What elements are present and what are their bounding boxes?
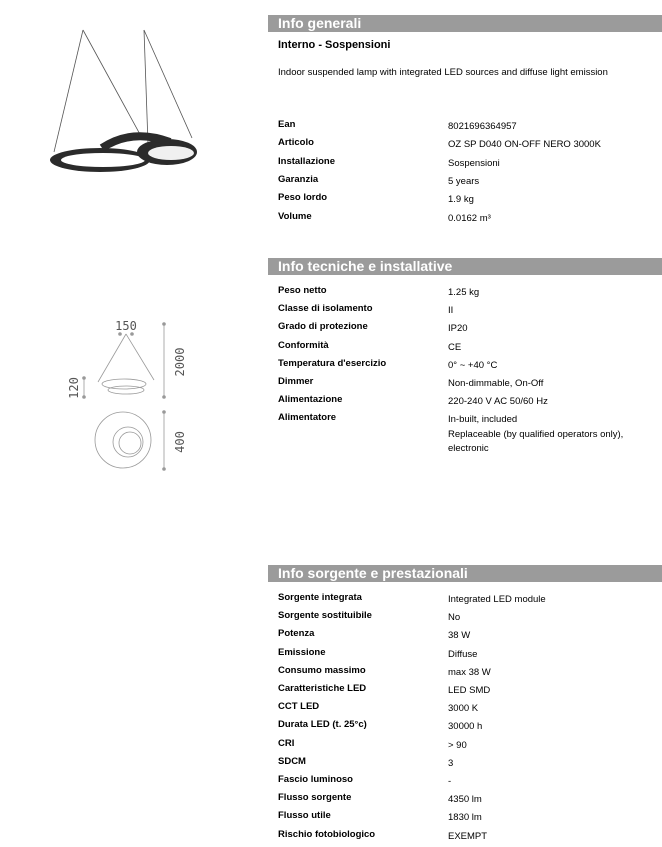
dim-width-label: 150 (115, 319, 137, 333)
spec-value (448, 395, 662, 410)
spec-value (448, 593, 662, 608)
spec-label: Peso netto (278, 285, 327, 296)
spec-label: SDCM (278, 755, 306, 767)
spec-label: CCT LED (278, 701, 320, 713)
spec-value-line: EXEMPT (448, 830, 488, 842)
spec-value (448, 775, 662, 790)
spec-label: Sorgente sostituibile (278, 610, 372, 622)
spec-row (278, 738, 662, 756)
spec-label: Alimentazione (278, 394, 343, 406)
spec-label: Potenza (278, 628, 315, 640)
spec-value (448, 757, 662, 772)
spec-value (448, 739, 662, 754)
section-header-source: Info sorgente e prestazionali (268, 565, 662, 582)
spec-row (278, 303, 662, 321)
spec-label: Durata LED (t. 25°c) (278, 719, 367, 731)
spec-value-line: 1.25 kg (448, 287, 480, 298)
spec-value (448, 341, 662, 356)
dim-height-label: 2000 (173, 347, 187, 377)
spec-label: Rischio fotobiologico (278, 828, 376, 840)
spec-label: Consumo massimo (278, 664, 366, 676)
spec-label: Emissione (278, 646, 326, 658)
spec-row (278, 683, 662, 701)
spec-value-line: 30000 h (448, 721, 483, 733)
spec-label: Ean (278, 119, 296, 130)
spec-value-line: In-built, included (448, 414, 518, 426)
spec-value (448, 811, 662, 826)
spec-value (448, 175, 662, 190)
spec-row (278, 719, 662, 737)
spec-value (448, 666, 662, 681)
spec-value-line: 4350 lm (448, 794, 482, 806)
spec-row (278, 665, 662, 683)
spec-value-line: Replaceable (by qualified operators only), (448, 428, 624, 440)
spec-value (448, 120, 662, 135)
spec-value-line: 3000 K (448, 703, 479, 715)
spec-label: Flusso sorgente (278, 792, 352, 804)
spec-row (278, 358, 662, 376)
spec-value (448, 359, 662, 374)
spec-value (448, 830, 662, 845)
spec-value-line: 3 (448, 757, 454, 769)
spec-value-line: OZ SP D040 ON-OFF NERO 3000K (448, 139, 601, 151)
spec-value (448, 611, 662, 626)
spec-row (278, 774, 662, 792)
technical-drawing (60, 312, 200, 482)
spec-label: Peso lordo (278, 192, 328, 204)
spec-row (278, 628, 662, 646)
spec-value (448, 720, 662, 735)
spec-label: Dimmer (278, 376, 314, 387)
spec-label: Alimentatore (278, 412, 337, 424)
spec-value (448, 212, 662, 227)
spec-value-line: 1830 lm (448, 812, 482, 824)
spec-label: Fascio luminoso (278, 774, 353, 785)
spec-value-line: 5 years (448, 175, 480, 187)
spec-value (448, 286, 662, 301)
spec-value (448, 648, 662, 663)
spec-label: Grado di protezione (278, 321, 368, 333)
product-description: Indoor suspended lamp with integrated LED sources and diffuse light emission (278, 67, 608, 78)
spec-row (278, 610, 662, 628)
spec-value-line: 220-240 V AC 50/60 Hz (448, 396, 548, 408)
section-header-technical: Info tecniche e installative (268, 258, 662, 275)
spec-row (278, 592, 662, 610)
spec-label: CRI (278, 737, 295, 749)
spec-label: Classe di isolamento (278, 303, 373, 315)
spec-value-line: 8021696364957 (448, 121, 517, 132)
spec-label: Articolo (278, 137, 314, 149)
spec-row (278, 701, 662, 719)
spec-value-line: IP20 (448, 323, 468, 335)
spec-row (278, 792, 662, 810)
spec-label: Conformità (278, 339, 329, 351)
spec-row (278, 829, 662, 847)
spec-value-line: - (448, 776, 452, 787)
spec-value (448, 793, 662, 808)
spec-value-line: No (448, 612, 461, 624)
spec-row (278, 376, 662, 394)
spec-row (278, 137, 662, 155)
spec-value-line: LED SMD (448, 685, 491, 696)
spec-value-line: electronic (448, 443, 489, 455)
spec-label: Temperatura d'esercizio (278, 357, 387, 369)
spec-value (448, 193, 662, 208)
spec-label: Garanzia (278, 173, 319, 185)
spec-row (278, 321, 662, 339)
spec-value-line: 0.0162 m³ (448, 212, 491, 224)
spec-row (278, 156, 662, 174)
spec-row (278, 340, 662, 358)
spec-value (448, 702, 662, 717)
spec-value-line: Diffuse (448, 648, 478, 660)
dim-diameter-label: 400 (173, 431, 187, 453)
spec-label: Flusso utile (278, 810, 331, 822)
spec-value-line: Sospensioni (448, 157, 500, 169)
spec-row (278, 412, 662, 455)
spec-value-line: Non-dimmable, On-Off (448, 378, 544, 389)
spec-value-line: 38 W (448, 630, 471, 642)
spec-value (448, 629, 662, 644)
spec-value (448, 413, 662, 457)
spec-row (278, 211, 662, 229)
spec-value-line: 1.9 kg (448, 194, 474, 206)
spec-value-line: > 90 (448, 739, 467, 751)
spec-row (278, 647, 662, 665)
spec-row (278, 756, 662, 774)
spec-row (278, 192, 662, 210)
spec-value-line: 0° ~ +40 °C (448, 359, 498, 371)
product-image (40, 28, 210, 178)
spec-value (448, 157, 662, 172)
spec-value (448, 377, 662, 392)
dim-body-label: 120 (67, 377, 81, 399)
spec-label: Caratteristiche LED (278, 683, 367, 694)
spec-label: Installazione (278, 155, 336, 167)
section-header-general: Info generali (268, 15, 662, 32)
spec-row (278, 119, 662, 137)
spec-value (448, 304, 662, 319)
spec-value-line: Integrated LED module (448, 594, 546, 605)
spec-value-line: II (448, 305, 454, 317)
spec-label: Sorgente integrata (278, 592, 362, 603)
spec-value (448, 322, 662, 337)
spec-row (278, 285, 662, 303)
spec-value (448, 138, 662, 153)
category-subtitle: Interno - Sospensioni (278, 39, 391, 51)
spec-row (278, 174, 662, 192)
spec-label: Volume (278, 210, 312, 222)
spec-row (278, 394, 662, 412)
spec-value-line: CE (448, 341, 462, 353)
spec-value (448, 684, 662, 699)
spec-value-line: max 38 W (448, 666, 491, 678)
spec-row (278, 810, 662, 828)
